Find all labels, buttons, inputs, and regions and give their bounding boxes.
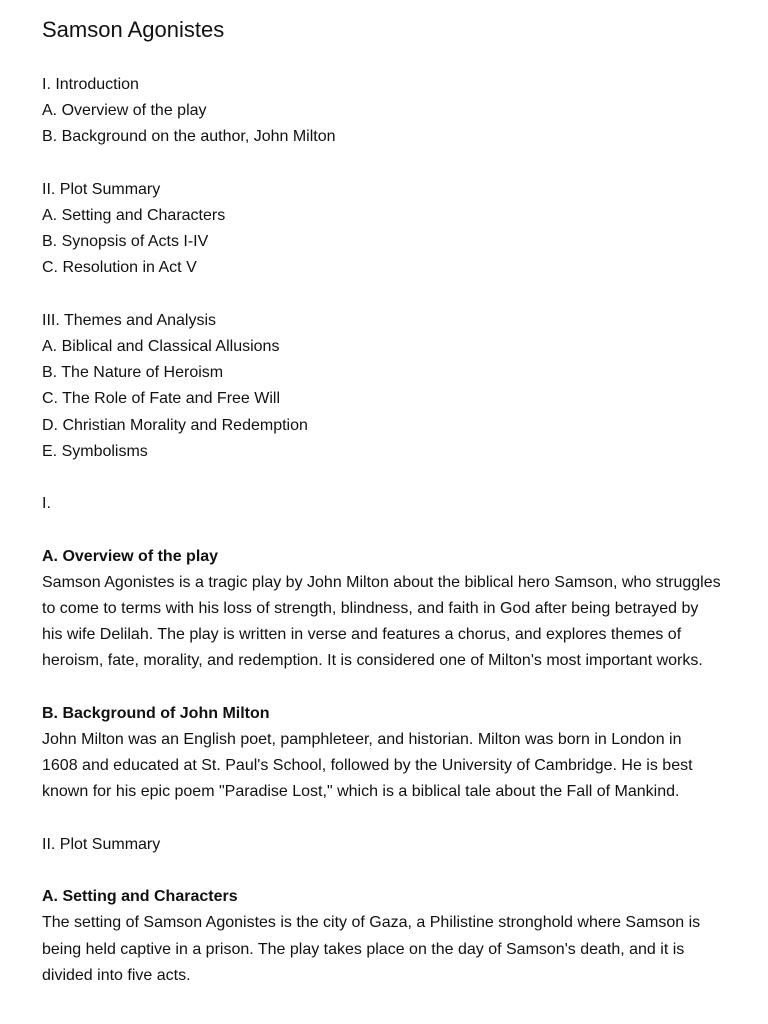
subsection-heading: A. Overview of the play (42, 547, 219, 565)
spacer (42, 806, 742, 832)
outline-item: A. Overview of the play (42, 102, 207, 120)
paragraph-line: John Milton was an English poet, pamphleteer, and historian. Milton was born in London in (42, 731, 682, 748)
outline-section-2 (42, 177, 742, 282)
outline-item: B. The Nature of Heroism (42, 364, 224, 382)
spacer (42, 282, 742, 308)
setting-paragraph (42, 910, 742, 989)
paragraph-line: known for his epic poem "Paradise Lost," which is a biblical tale about the Fall of Mankind. (42, 783, 680, 801)
paragraph-line: The setting of Samson Agonistes is the city of Gaza, a Philistine stronghold where Samson is (42, 914, 701, 932)
outline-item: A. Biblical and Classical Allusions (42, 338, 280, 355)
paragraph-line: to come to terms with his loss of strength, blindness, and faith in God after being betrayed by (42, 600, 699, 617)
spacer (42, 151, 742, 177)
outline-item: E. Symbolisms (42, 442, 148, 460)
outline-item: A. Setting and Characters (42, 207, 226, 224)
document-title: Samson Agonistes (42, 17, 225, 42)
outline-section-3 (42, 308, 742, 465)
document-page (42, 14, 742, 989)
paragraph-line: his wife Delilah. The play is written in verse and features a chorus, and explores themes of (42, 626, 682, 644)
subsection-heading: A. Setting and Characters (42, 888, 238, 906)
spacer (42, 517, 742, 543)
outline-heading: III. Themes and Analysis (42, 311, 217, 329)
outline-item: C. Resolution in Act V (42, 259, 197, 277)
outline-item: C. The Role of Fate and Free Will (42, 390, 281, 408)
section-label: I. (42, 495, 51, 513)
paragraph-line: being held captive in a prison. The play takes place on the day of Samson's death, and it is (42, 940, 685, 958)
outline-heading: II. Plot Summary (42, 180, 161, 198)
outline-item: D. Christian Morality and Redemption (42, 416, 308, 434)
subsection-heading: B. Background of John Milton (42, 704, 270, 722)
spacer (42, 675, 742, 701)
background-paragraph (42, 727, 742, 806)
paragraph-line: Samson Agonistes is a tragic play by John Milton about the biblical hero Samson, who struggles (42, 573, 721, 591)
paragraph-line: divided into five acts. (42, 966, 191, 984)
outline-item: B. Background on the author, John Milton (42, 128, 336, 146)
spacer (42, 858, 742, 884)
spacer (42, 465, 742, 491)
overview-paragraph (42, 570, 742, 675)
paragraph-line: 1608 and educated at St. Paul's School, followed by the University of Cambridge. He is best (42, 757, 693, 775)
outline-section-1 (42, 72, 742, 151)
outline-heading: I. Introduction (42, 76, 139, 93)
outline-item: B. Synopsis of Acts I-IV (42, 233, 209, 251)
paragraph-line: heroism, fate, morality, and redemption. It is considered one of Milton's most important works. (42, 652, 703, 670)
section-label: II. Plot Summary (42, 835, 161, 853)
